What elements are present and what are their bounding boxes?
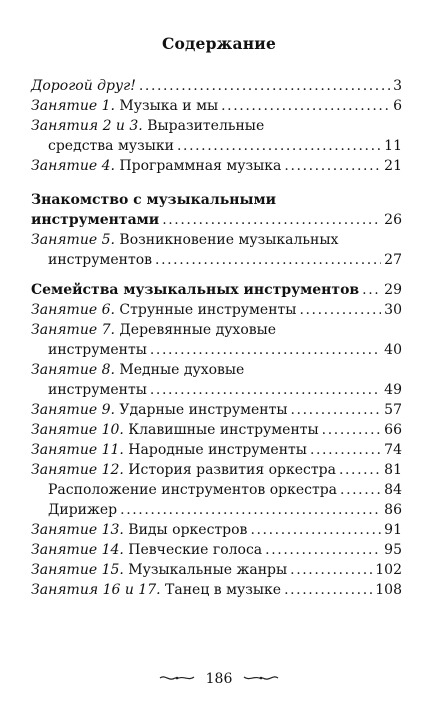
toc-entry-label: инструментов	[48, 252, 153, 268]
toc-entry-continuation[interactable]	[31, 250, 402, 270]
toc-entry-label: Занятие 14. Певческие голоса	[31, 542, 263, 558]
leader-dots	[299, 300, 381, 320]
toc-page-number: 81	[384, 462, 402, 478]
leader-dots	[162, 210, 381, 230]
leader-dots	[139, 76, 390, 96]
toc-entry[interactable]	[31, 76, 402, 96]
section-spacer	[31, 270, 402, 280]
toc-entry-label: инструменты	[48, 342, 147, 358]
toc-page-number: 57	[384, 402, 402, 418]
toc-entry[interactable]	[31, 540, 402, 560]
toc-entry-label: средства музыки	[48, 138, 174, 154]
leader-dots	[290, 560, 372, 580]
toc-entry[interactable]	[31, 300, 402, 320]
toc-entry-continuation[interactable]	[31, 340, 402, 360]
leader-dots	[221, 96, 390, 116]
toc-entry-label: Занятие 13. Виды оркестров	[31, 522, 248, 538]
toc-page-number: 6	[393, 98, 402, 114]
toc-page-number: 30	[384, 302, 402, 318]
toc-page-number: 27	[384, 252, 402, 268]
toc-entry[interactable]	[31, 440, 402, 460]
toc-entry-first-line[interactable]: Занятие 7. Деревянные духовые	[31, 322, 277, 338]
toc-page-number: 86	[384, 502, 402, 518]
toc-entry-continuation[interactable]	[31, 480, 402, 500]
leader-dots	[284, 580, 372, 600]
toc-entry[interactable]	[31, 96, 402, 116]
page-title: Содержание	[161, 34, 277, 53]
flourish-ornament-icon	[159, 673, 195, 686]
leader-dots	[284, 156, 381, 176]
leader-dots	[250, 520, 381, 540]
toc-page-number: 29	[384, 282, 402, 298]
toc-entry-label: Дорогой друг!	[31, 78, 136, 94]
toc-entry-first-line[interactable]: Занятия 2 и 3. Выразительные	[31, 118, 265, 134]
toc-entry-continuation[interactable]	[31, 500, 402, 520]
leader-dots	[120, 500, 381, 520]
toc-entry[interactable]	[31, 580, 402, 600]
leader-dots	[265, 540, 381, 560]
toc-entry[interactable]	[31, 156, 402, 176]
toc-entry-label: Занятие 6. Струнные инструменты	[31, 302, 297, 318]
leader-dots	[322, 420, 382, 440]
toc-entry-label: Занятие 12. История развития оркестра	[31, 462, 336, 478]
section-spacer	[31, 176, 402, 190]
toc-page-number: 74	[384, 442, 402, 458]
leader-dots	[362, 280, 381, 300]
toc-entry-continuation[interactable]	[31, 380, 402, 400]
toc-page-number: 11	[384, 138, 402, 154]
toc-page-number: 40	[384, 342, 402, 358]
toc-page-number: 21	[384, 158, 402, 174]
toc-page-number: 91	[384, 522, 402, 538]
toc-section-label: инструментами	[31, 212, 160, 228]
toc-page-number: 3	[393, 78, 402, 94]
toc-page-number: 66	[384, 422, 402, 438]
toc-entry[interactable]	[31, 420, 402, 440]
leader-dots	[310, 440, 381, 460]
toc-section[interactable]	[31, 280, 402, 300]
toc-entry-label: Занятия 16 и 17. Танец в музыке	[31, 582, 282, 598]
toc-page-number: 49	[384, 382, 402, 398]
toc-entry[interactable]	[31, 520, 402, 540]
toc-entry[interactable]	[31, 460, 402, 480]
toc-page-number: 84	[384, 482, 402, 498]
toc-entry-label: Занятие 9. Ударные инструменты	[31, 402, 288, 418]
toc-page-number: 102	[375, 562, 402, 578]
page-footer	[0, 671, 438, 687]
toc-entry-label: Занятие 1. Музыка и мы	[31, 98, 219, 114]
leader-dots	[339, 460, 381, 480]
leader-dots	[177, 136, 381, 156]
page-number: 186	[205, 671, 233, 687]
leader-dots	[340, 480, 381, 500]
table-of-contents	[31, 76, 402, 600]
leader-dots	[150, 340, 381, 360]
toc-entry-continuation[interactable]	[31, 136, 402, 156]
toc-entry-label: Дирижер	[48, 502, 118, 518]
toc-section-first-line[interactable]: Знакомство с музыкальными	[31, 192, 277, 208]
toc-entry-label: Расположение инструментов оркестра	[48, 482, 338, 498]
toc-entry[interactable]	[31, 400, 402, 420]
toc-entry-label: Занятие 15. Музыкальные жанры	[31, 562, 288, 578]
toc-section-label: Семейства музыкальных инструментов	[31, 282, 360, 298]
toc-section-continuation[interactable]	[31, 210, 402, 230]
leader-dots	[155, 250, 381, 270]
toc-entry[interactable]	[31, 560, 402, 580]
flourish-ornament-icon	[243, 673, 279, 686]
toc-entry-label: Занятие 10. Клавишные инструменты	[31, 422, 319, 438]
toc-entry-first-line[interactable]: Занятие 8. Медные духовые	[31, 362, 245, 378]
toc-page-number: 108	[375, 582, 402, 598]
toc-page-number: 95	[384, 542, 402, 558]
leader-dots	[291, 400, 382, 420]
toc-entry-label: Занятие 4. Программная музыка	[31, 158, 282, 174]
leader-dots	[150, 380, 381, 400]
toc-entry-label: Занятие 11. Народные инструменты	[31, 442, 307, 458]
toc-entry-label: инструменты	[48, 382, 147, 398]
toc-entry-first-line[interactable]: Занятие 5. Возникновение музыкальных	[31, 232, 339, 248]
toc-page-number: 26	[384, 212, 402, 228]
